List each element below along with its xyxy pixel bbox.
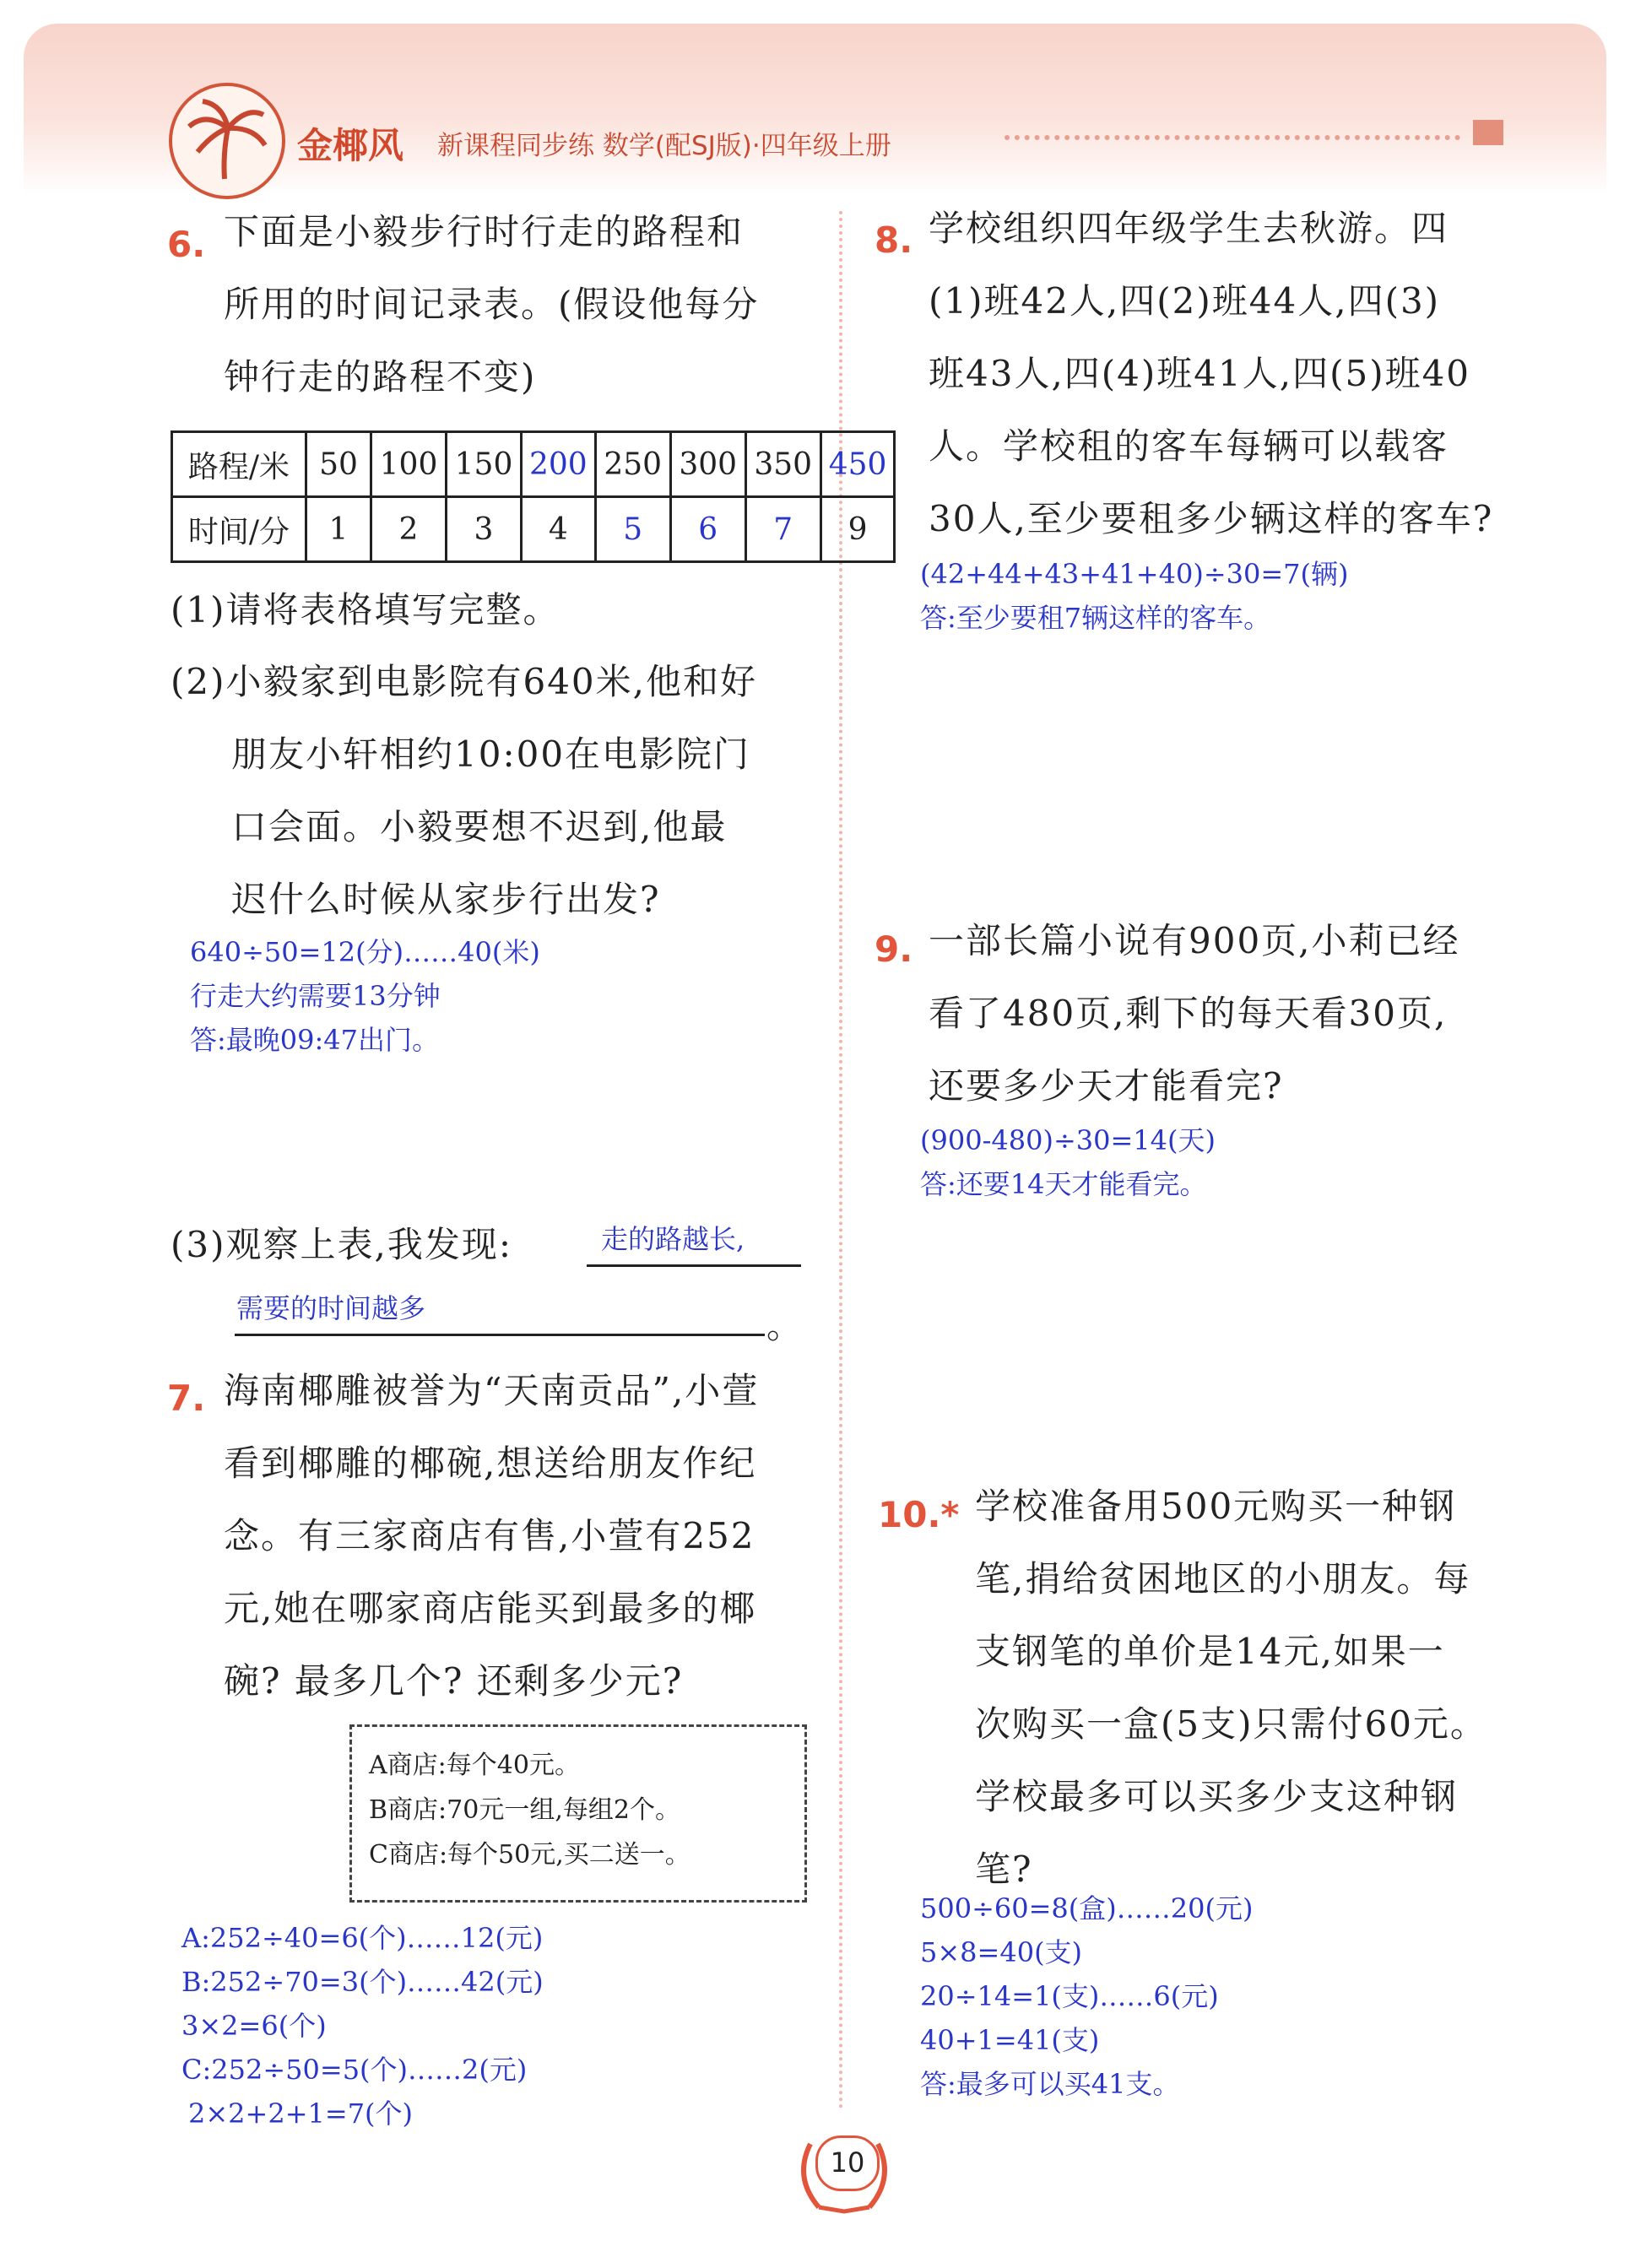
answer-line: 5×8=40(支) [920, 1936, 1083, 1968]
q6-part3-end: 。 [766, 1305, 804, 1346]
q6-part3-answer-2: 需要的时间越多 [236, 1292, 426, 1324]
table-cell: 50 [306, 432, 371, 497]
table-cell: 300 [670, 432, 745, 497]
question-8-number: 8. [875, 219, 913, 261]
question-9-number: 9. [875, 928, 913, 970]
shop-c-price: C商店:每个50元,买二送一。 [369, 1840, 690, 1870]
q6-line: 所用的时间记录表。(假设他每分 [224, 284, 760, 325]
answer-blank-line [587, 1264, 801, 1267]
table-cell: 250 [595, 432, 670, 497]
table-cell-answer: 6 [670, 497, 745, 562]
shop-price-box [349, 1724, 807, 1903]
q10-line: 学校准备用500元购买一种钢 [975, 1486, 1457, 1527]
answer-line: 2×2+2+1=7(个) [188, 2097, 414, 2130]
answer-line: 40+1=41(支) [920, 2024, 1100, 2056]
table-cell: 350 [745, 432, 820, 497]
q8-answer [920, 552, 1349, 640]
answer-line: 答:还要14天才能看完。 [920, 1168, 1207, 1200]
q6-part2 [171, 646, 757, 936]
q6-part1: (1)请将表格填写完整。 [171, 589, 560, 631]
book-series-title: 新课程同步练 数学(配SJ版)·四年级上册 [437, 131, 891, 161]
table-row [172, 497, 895, 562]
answer-line: 行走大约需要13分钟 [190, 980, 441, 1012]
answer-line: 答:最晚09:47出门。 [190, 1024, 440, 1056]
answer-line: (900-480)÷30=14(天) [920, 1124, 1216, 1156]
q6-part2-answer [190, 930, 540, 1062]
q6-part3-label: (3)观察上表,我发现: [171, 1224, 512, 1265]
q9-line: 看了480页,剩下的每天看30页, [929, 993, 1448, 1034]
answer-line: 640÷50=12(分)……40(米) [190, 936, 540, 968]
coconut-tree-logo-icon [169, 83, 285, 199]
table-cell-answer: 450 [820, 432, 895, 497]
table-cell-answer: 7 [745, 497, 820, 562]
question-10-number: 10.* [878, 1494, 960, 1535]
header-square [1473, 120, 1503, 145]
answer-blank-line [235, 1334, 765, 1336]
answer-line: A:252÷40=6(个)……12(元) [181, 1922, 544, 1954]
q7-line: 看到椰雕的椰碗,想送给朋友作纪 [224, 1443, 757, 1484]
brand-title: 金椰风 [297, 125, 404, 166]
q10-line: 支钢笔的单价是14元,如果一 [975, 1631, 1445, 1672]
answer-line: 答:最多可以买41支。 [920, 2068, 1180, 2100]
question-7-number: 7. [167, 1378, 206, 1419]
q8-line: 30人,至少要租多少辆这样的客车? [929, 498, 1494, 539]
shop-a-price: A商店:每个40元。 [369, 1751, 580, 1780]
q6-part2-line: 朋友小轩相约10:00在电影院门 [231, 733, 751, 775]
q9-line: 一部长篇小说有900页,小莉已经 [929, 920, 1460, 961]
q8-line: (1)班42人,四(2)班44人,四(3) [929, 280, 1441, 322]
q6-part2-line: 迟什么时候从家步行出发? [231, 879, 661, 920]
q10-line: 次购买一盒(5支)只需付60元。 [975, 1703, 1487, 1745]
header-dotted-line [1005, 135, 1460, 140]
q8-line: 人。学校租的客车每辆可以载客 [929, 425, 1449, 467]
q10-line: 笔,捐给贫困地区的小朋友。每 [975, 1558, 1471, 1600]
question-7-text [224, 1355, 759, 1718]
page-number: 10 [815, 2135, 880, 2191]
shop-b-price: B商店:70元一组,每组2个。 [369, 1795, 680, 1825]
table-cell: 9 [820, 497, 895, 562]
table-cell: 100 [371, 432, 447, 497]
question-9-text [929, 905, 1460, 1123]
answer-line: 500÷60=8(盒)……20(元) [920, 1892, 1254, 1924]
answer-line: C:252÷50=5(个)……2(元) [181, 2054, 528, 2086]
q6-part2-line: 口会面。小毅要想不迟到,他最 [231, 806, 728, 847]
question-10-text [975, 1470, 1487, 1906]
q7-line: 元,她在哪家商店能买到最多的椰 [224, 1588, 757, 1629]
q6-line: 钟行走的路程不变) [224, 356, 537, 398]
q9-line: 还要多少天才能看完? [929, 1065, 1284, 1107]
table-cell: 3 [447, 497, 522, 562]
q6-part2-line: (2)小毅家到电影院有640米,他和好 [171, 661, 758, 702]
q8-line: 学校组织四年级学生去秋游。四 [929, 208, 1449, 249]
answer-line: (42+44+43+41+40)÷30=7(辆) [920, 558, 1349, 590]
table-header-cell: 路程/米 [172, 432, 306, 497]
q7-line: 碗? 最多几个? 还剩多少元? [224, 1660, 684, 1702]
q10-line: 笔? [975, 1849, 1033, 1890]
q6-line: 下面是小毅步行时行走的路程和 [224, 211, 745, 252]
table-cell: 2 [371, 497, 447, 562]
table-header-cell: 时间/分 [172, 497, 306, 562]
table-cell: 4 [522, 497, 596, 562]
q6-part3-answer-1: 走的路越长, [601, 1223, 745, 1255]
q9-answer [920, 1118, 1216, 1206]
question-6-number: 6. [167, 224, 206, 265]
question-8-text [929, 192, 1493, 555]
route-time-table [171, 430, 896, 563]
q7-line: 念。有三家商店有售,小萱有252 [224, 1515, 755, 1556]
table-row [172, 432, 895, 497]
q7-answer [181, 1916, 544, 2135]
answer-line: 20÷14=1(支)……6(元) [920, 1980, 1219, 2012]
q8-line: 班43人,四(4)班41人,四(5)班40 [929, 353, 1471, 394]
q7-line: 海南椰雕被誉为“天南贡品”,小萱 [224, 1370, 760, 1411]
question-6-text [224, 196, 759, 414]
q10-line: 学校最多可以买多少支这种钢 [975, 1776, 1459, 1817]
q10-answer [920, 1886, 1253, 2106]
answer-line: 3×2=6(个) [181, 2010, 327, 2042]
table-cell: 150 [447, 432, 522, 497]
table-cell: 1 [306, 497, 371, 562]
answer-line: 答:至少要租7辆这样的客车。 [920, 602, 1271, 634]
answer-line: B:252÷70=3(个)……42(元) [181, 1966, 544, 1998]
table-cell-answer: 5 [595, 497, 670, 562]
table-cell-answer: 200 [522, 432, 596, 497]
